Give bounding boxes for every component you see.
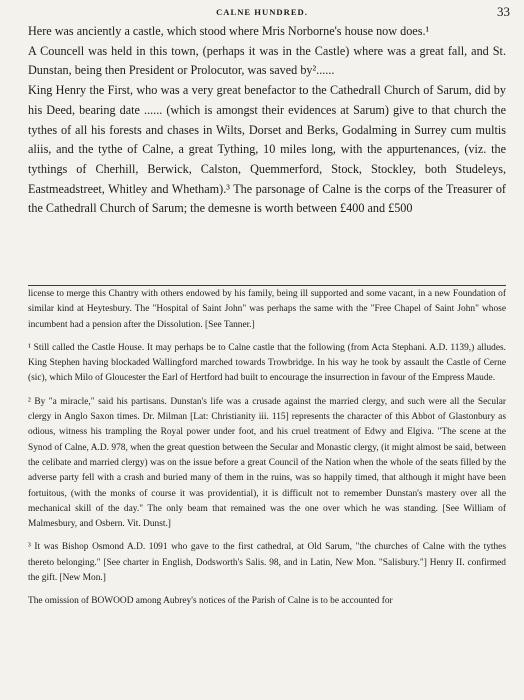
footnotes [28, 287, 506, 610]
footnote-continuation: license to merge this Chantry with others endowed by his family, being ill supported and some vacant, in a new Foundation of similar kind at Heytesbury. The "Hospital of Saint John" was perhaps the same with the "Free Chapel of Saint John" whose incumbent had a pension after the Dissolution. [See Tanner.] [28, 289, 506, 330]
footnote-2: ² By "a miracle," said his partisans. Dunstan's life was a crusade against the married clergy, and such were all the Secular clergy in Anglo Saxon times. Dr. Milman [Lat: Christianity iii. 115] represents the character of this Abbot of Glastonbury as odious, witness his trampling the Royal power under foot, and his cruel treatment of Edwy and Elgiva. "The scene at the Synod of Calne, A.D. 978, when the great question between the Secular and Monastic clergy, (it might almost be said, between the celibate and married clergy) was on the issue before a great Council of the Nation when the whole of the seats filled by the adverse party fell with a crash and buried many of them in the ruins, was so happily timed, that although it might have been fortuitous, (with the monks of course it was providential), it is difficult not to remember Dunstan's mastery over all the mechanical skill of the day." The only beam that remained was the one over which he was standing. [See William of Malmesbury, and Osbern. Vit. Dunst.] [28, 396, 506, 530]
footnote-1: ¹ Still called the Castle House. It may perhaps be to Calne castle that the following (from Acta Stephani. A.D. 1139,) alludes. King Stephen having blockaded Wallingford marched towards Trowbridge. In his way he took by assault the Castle of Cerne (sic), which Milo of Gloucester the Earl of Hertford had built to encourage the insurrection in favour of the Empress Maude. [28, 342, 506, 384]
footnote-divider [28, 285, 506, 286]
footnote-bowood: The omission of BOWOOD among Aubrey's notices of the Parish of Calne is to be accounted for [28, 596, 393, 607]
page-header [0, 4, 524, 20]
main-text [28, 22, 506, 219]
page-number: 33 [497, 4, 510, 19]
footnote-3: ³ It was Bishop Osmond A.D. 1091 who gave to the first cathedral, at Old Sarum, "the churches of Calne with the tythes thereto belonging." [See charter in English, Dodsworth's Salis. 98, and in Latin, New Mon. "Salisbury."] Henry II. confirmed the gift. [New Mon.] [28, 542, 506, 584]
paragraph-councell: A Councell was held in this town, (perhaps it was in the Castle) where was a great fall, and St. Dunstan, being then President or Prolocutor, was saved by²...... [28, 43, 506, 78]
paragraph-king-henry: King Henry the First, who was a very great benefactor to the Cathedrall Church of Sarum, did by his Deed, bearing date ...... (which is amongst their evidences at Sarum) give to that church the tythes of all his forests and chases in Wilts, Dorset and Berks, Godalming in Surrey cum multis aliis, and the tythe of Calne, a great Tything, 10 miles long, with the appurtenances, (viz. the tythings of Cherhill, Berwick, Calston, Quemmerford, Stock, Stockley, both Studeleys, Eastmeadstreet, Whitley and Whetham).³ The parsonage of Calne is the corps of the Treasurer of the Cathedrall Church of Sarum; the demesne is worth between £400 and £500 [28, 83, 506, 216]
running-head: CALNE HUNDRED. [216, 7, 308, 17]
paragraph-castle: Here was anciently a castle, which stood where Mris Norborne's house now does.¹ [28, 24, 430, 38]
